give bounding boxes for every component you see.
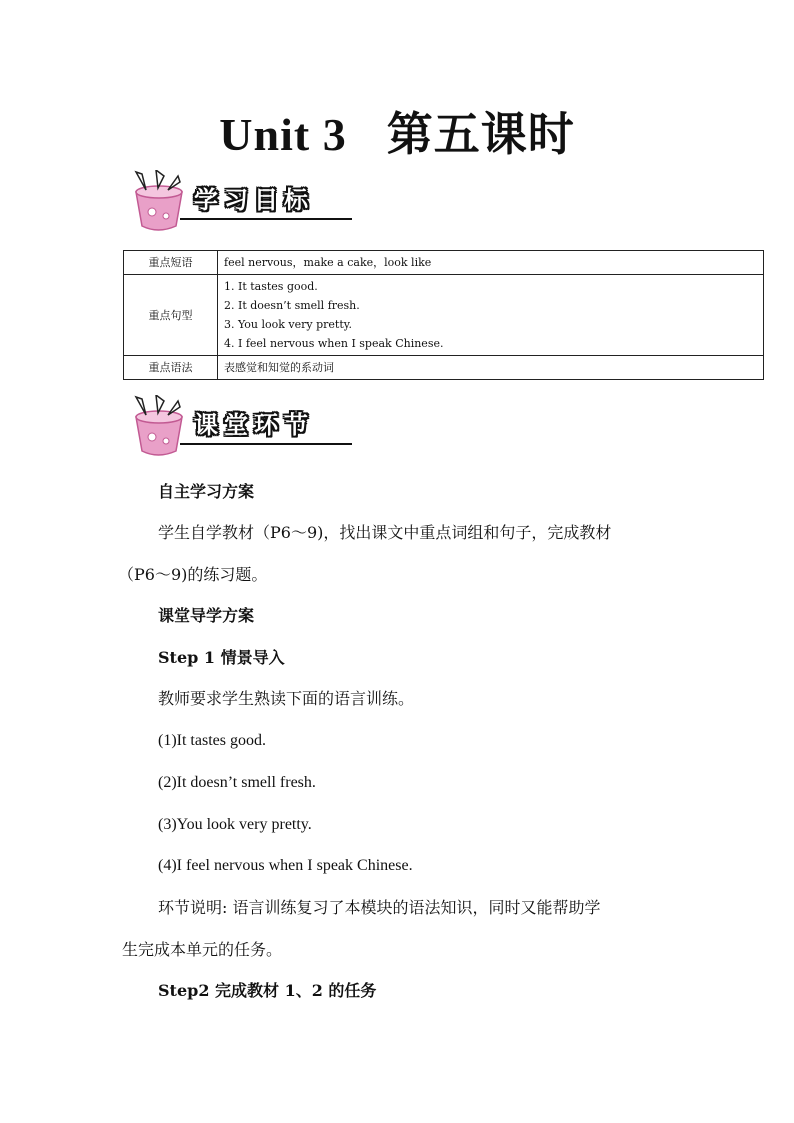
row-content: 表感觉和知觉的系动词 (218, 356, 764, 380)
title-lesson: 第五课时 (386, 109, 575, 160)
table-row (124, 275, 764, 356)
sentence-item: (4)I feel nervous when I speak Chinese. (158, 857, 413, 874)
table-row (124, 356, 764, 380)
classroom-banner-label: 课堂环节 (194, 411, 314, 439)
sentence-line: 3. You look very pretty. (224, 318, 353, 331)
goals-banner-label: 学习目标 (194, 186, 314, 214)
row-content (218, 275, 764, 356)
note-text-1: 环节说明: 语言训练复习了本模块的语法知识，同时又能帮助学 (158, 898, 601, 917)
sentence-item: (2)It doesn’t smell fresh. (158, 774, 316, 791)
step1-heading: Step 1 情景导入 (158, 648, 285, 667)
classroom-banner (122, 395, 354, 457)
row-label: 重点语法 (124, 356, 218, 380)
banner-underline (180, 218, 352, 220)
self-study-text-1: 学生自学教材（P6～9)，找出课文中重点词组和句子，完成教材 (158, 523, 612, 542)
self-study-text-2: （P6～9)的练习题。 (118, 565, 268, 584)
sentence-line: 2. It doesn’t smell fresh. (224, 299, 360, 312)
sentence-item: (1)It tastes good. (158, 732, 266, 749)
step2-heading: Step2 完成教材 1、2 的任务 (158, 981, 377, 1000)
sentence-item: (3)You look very pretty. (158, 816, 312, 833)
row-label: 重点句型 (124, 275, 218, 356)
self-study-heading: 自主学习方案 (158, 482, 255, 501)
pencil-cup-icon (122, 170, 202, 232)
row-content: feel nervous，make a cake，look like (218, 251, 764, 275)
note-text-2: 生完成本单元的任务。 (122, 940, 283, 959)
guide-heading: 课堂导学方案 (158, 606, 255, 625)
sentence-line: 1. It tastes good. (224, 280, 318, 293)
page-title (0, 98, 794, 164)
pencil-cup-icon (122, 395, 202, 457)
banner-underline (180, 443, 352, 445)
step1-intro: 教师要求学生熟读下面的语言训练。 (158, 689, 415, 708)
sentence-line: 4. I feel nervous when I speak Chinese. (224, 337, 444, 350)
table-row (124, 251, 764, 275)
title-unit: Unit 3 (219, 109, 347, 160)
goals-banner (122, 170, 354, 232)
row-label: 重点短语 (124, 251, 218, 275)
goals-table (123, 250, 764, 380)
